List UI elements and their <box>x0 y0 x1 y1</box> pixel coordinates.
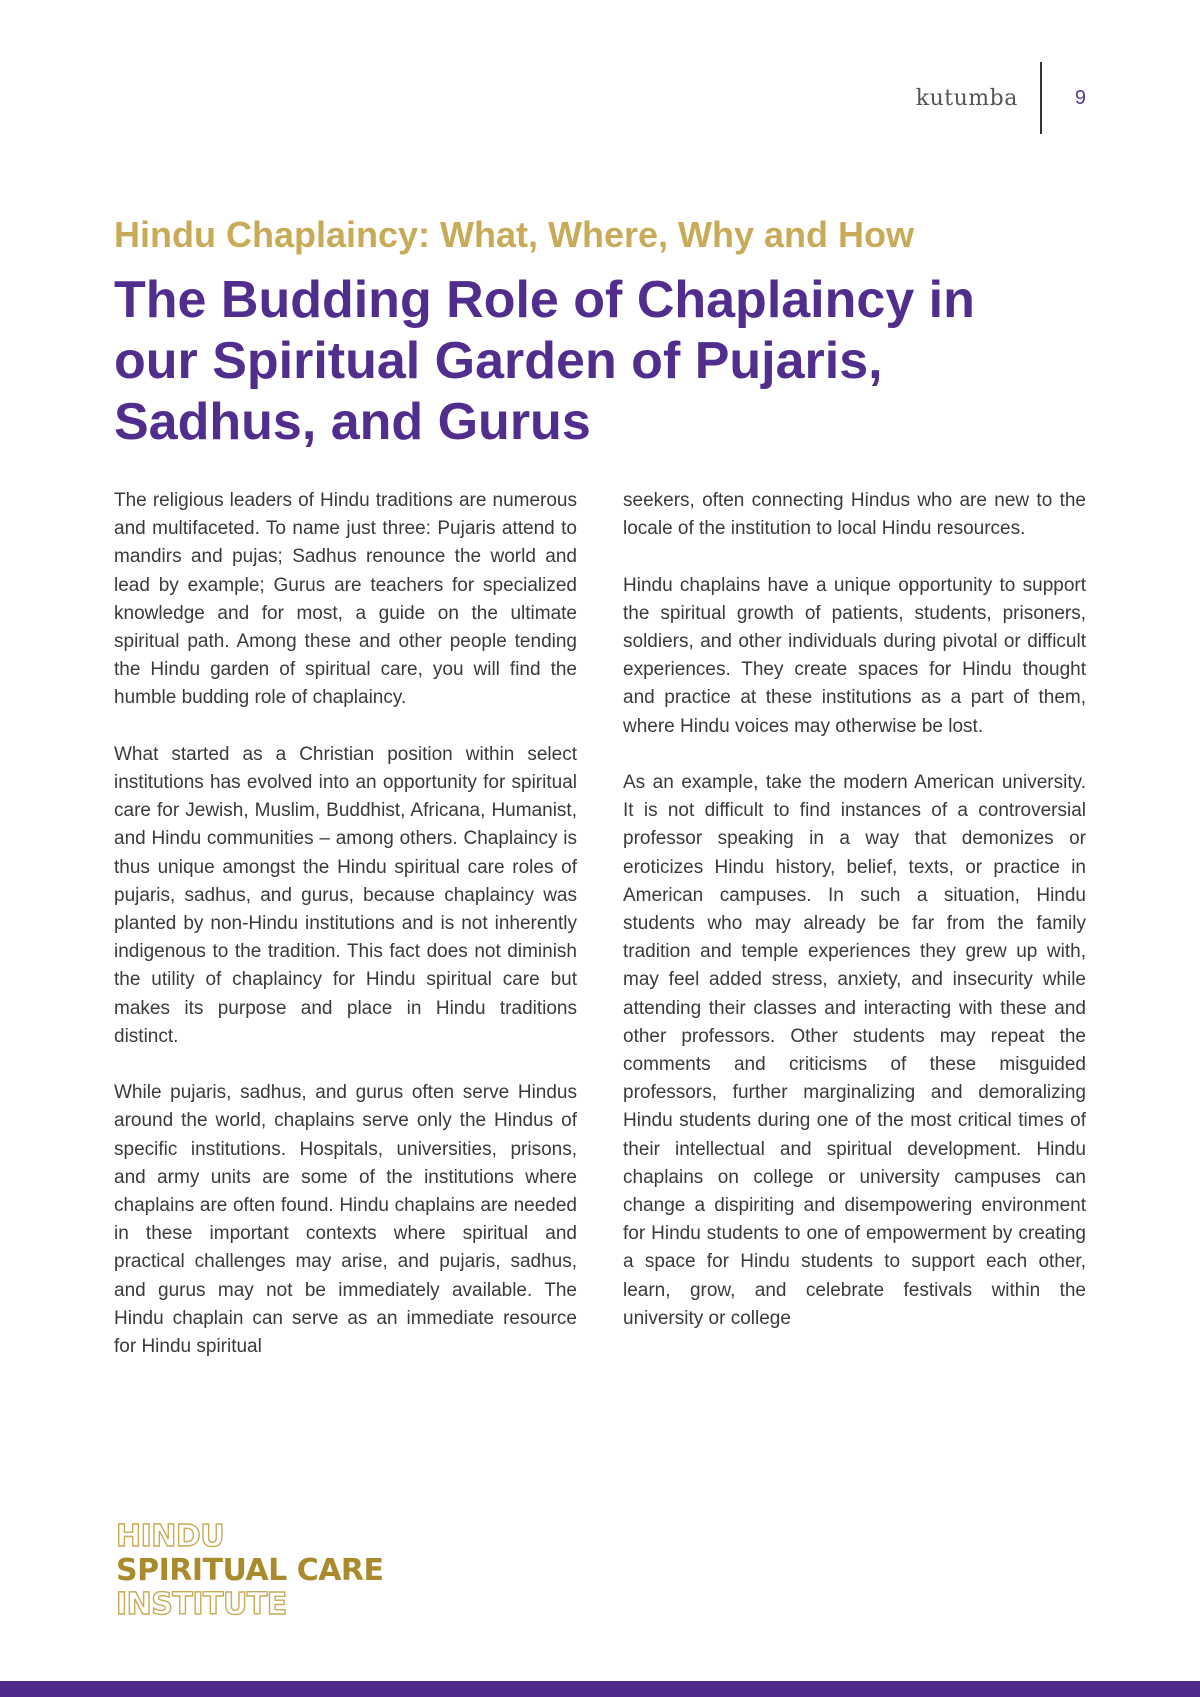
logo-line-hindu: HINDU <box>116 1519 225 1554</box>
page-title: The Budding Role of Chaplaincy in our Spiritual Garden of Pujaris, Sadhus, and Gurus <box>114 271 975 451</box>
body-paragraph: As an example, take the modern American university. It is not difficult to find instances of a controversial professor speaking in a way that demonizes or eroticizes Hindu history, belief, texts, or practice in American campuses. In such a situation, Hindu students who may already be far from the family tradition and temple experiences they grew up with, may feel added stress, anxiety, and insecurity while attending their classes and interacting with these and other professors. Other students may repeat the comments and criticisms of these misguided professors, further marginalizing and demoralizing Hindu students during one of the most critical times of their intellectual and spiritual development. Hindu chaplains on college or university campuses can change a dispiriting and disempowering environment for Hindu students to one of empowerment by creating a space for Hindu students to support each other, learn, grow, and celebrate festivals within the university or college <box>623 772 1086 1329</box>
section-kicker: Hindu Chaplaincy: What, Where, Why and How <box>114 214 915 255</box>
brand-name: kutumba <box>915 85 1018 111</box>
logo-line-institute: INSTITUTE <box>116 1587 287 1622</box>
logo-line-spiritual-care: SPIRITUAL CARE <box>116 1553 384 1588</box>
body-paragraph: While pujaris, sadhus, and gurus often serve Hindus around the world, chaplains serve only the Hindus of specific institutions. Hospitals, universities, prisons, and army units are some of the institutions where chaplains are often found. Hindu chaplains are needed in these important contexts where spiritual and practical challenges may arise, and pujaris, sadhus, and gurus may not be immediately available. The Hindu chaplain can serve as an immediate resource for Hindu spiritual <box>114 1082 577 1358</box>
body-paragraph: What started as a Christian position within select institutions has evolved into an opportunity for spiritual care for Jewish, Muslim, Buddhist, Africana, Humanist, and Hindu communities – among others. Chaplaincy is thus unique amongst the Hindu spiritual care roles of pujaris, sadhus, and gurus, because chaplaincy was planted by non-Hindu institutions and is not inherently indigenous to the tradition. This fact does not diminish the utility of chaplaincy for Hindu spiritual care but makes its purpose and place in Hindu traditions distinct. <box>114 743 577 1047</box>
institute-logo <box>116 1520 384 1622</box>
body-paragraph: seekers, often connecting Hindus who are new to the locale of the institution to local Hindu resources. <box>623 490 1086 540</box>
footer-bar <box>0 1681 1200 1697</box>
page-number: 9 <box>1074 86 1086 109</box>
right-column <box>623 487 1086 1333</box>
left-column <box>114 487 577 1361</box>
body-paragraph: The religious leaders of Hindu traditions are numerous and multifaceted. To name just three: Pujaris attend to mandirs and pujas; Sadhus renounce the world and lead by example; Gurus are teachers for specialized knowledge and for most, a guide on the ultimate spiritual path. Among these and other people tending the Hindu garden of spiritual care, you will find the humble budding role of chaplaincy. <box>114 490 577 709</box>
body-paragraph: Hindu chaplains have a unique opportunity to support the spiritual growth of patients, students, prisoners, soldiers, and other individuals during pivotal or difficult experiences. They create spaces for Hindu thought and practice at these institutions as a part of them, where Hindu voices may otherwise be lost. <box>623 574 1086 737</box>
page-header <box>916 62 1086 134</box>
